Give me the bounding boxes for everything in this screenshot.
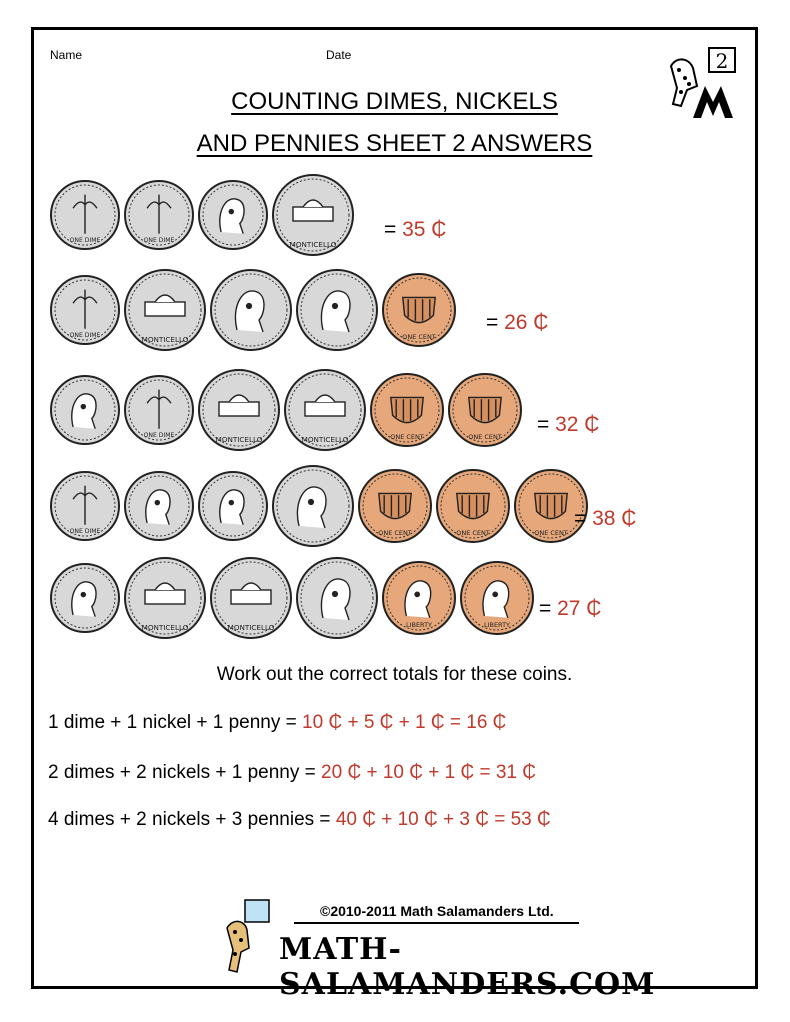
penny-coin-back xyxy=(447,372,523,448)
instruction-text: Work out the correct totals for these coins. xyxy=(216,664,573,685)
coin-row-4 xyxy=(49,466,591,546)
copyright-text: ©2010-2011 Math Salamanders Ltd. xyxy=(320,903,554,919)
nickel-coin-front xyxy=(295,268,379,352)
svg-text:ONE DIME: ONE DIME xyxy=(143,237,175,245)
answer-value: 32 ₵ xyxy=(555,413,600,436)
dime-coin-front xyxy=(123,470,195,542)
answer-row-5 xyxy=(539,597,601,621)
footer-salamander-icon xyxy=(219,898,279,978)
svg-text:ONE DIME: ONE DIME xyxy=(69,237,101,245)
equals-sign: = xyxy=(539,597,558,620)
coin-row-3 xyxy=(49,370,525,450)
problem-question: 2 dimes + 2 nickels + 1 penny = xyxy=(48,762,322,783)
svg-text:ONE CENT: ONE CENT xyxy=(390,432,424,441)
nickel-coin-back xyxy=(283,368,367,452)
date-label: Date xyxy=(326,48,352,62)
problem-1 xyxy=(48,712,506,734)
dime-coin-back xyxy=(123,374,195,446)
penny-coin-back xyxy=(357,468,433,544)
footer-divider xyxy=(294,922,579,924)
svg-text:ONE CENT: ONE CENT xyxy=(456,528,490,537)
site-name: MATH-SALAMANDERS.COM xyxy=(279,932,656,1002)
svg-text:ONE DIME: ONE DIME xyxy=(69,528,101,536)
penny-coin-back xyxy=(513,468,589,544)
svg-text:ONE CENT: ONE CENT xyxy=(534,528,568,537)
penny-coin-front xyxy=(381,560,457,636)
svg-text:LIBERTY: LIBERTY xyxy=(484,620,510,629)
nickel-coin-back xyxy=(123,556,207,640)
answer-row-1 xyxy=(384,218,446,242)
dime-coin-back xyxy=(123,179,195,251)
coin-row-5 xyxy=(49,558,537,638)
answer-row-3 xyxy=(537,413,599,437)
coin-row-2 xyxy=(49,270,459,350)
nickel-coin-back xyxy=(271,173,355,257)
problem-3 xyxy=(48,809,551,831)
equals-sign: = xyxy=(537,413,556,436)
answer-row-4 xyxy=(574,507,636,531)
penny-coin-front xyxy=(459,560,535,636)
svg-text:ONE CENT: ONE CENT xyxy=(468,432,502,441)
nickel-coin-front xyxy=(295,556,379,640)
svg-text:ONE DIME: ONE DIME xyxy=(69,332,101,340)
svg-text:ONE DIME: ONE DIME xyxy=(143,432,175,440)
nickel-coin-back xyxy=(197,368,281,452)
svg-text:ONE CENT: ONE CENT xyxy=(402,332,436,341)
problem-answer: 10 ₵ + 5 ₵ + 1 ₵ = 16 ₵ xyxy=(302,712,507,733)
penny-coin-back xyxy=(369,372,445,448)
dime-coin-front xyxy=(49,562,121,634)
svg-text:MONTICELLO: MONTICELLO xyxy=(289,240,337,249)
nickel-coin-back xyxy=(209,556,293,640)
svg-text:MONTICELLO: MONTICELLO xyxy=(141,335,189,344)
answer-value: 38 ₵ xyxy=(592,507,637,530)
name-label: Name xyxy=(50,48,83,62)
grade-badge-text: 2 xyxy=(715,49,729,73)
svg-text:ONE CENT: ONE CENT xyxy=(378,528,412,537)
dime-coin-front xyxy=(197,470,269,542)
nickel-coin-front xyxy=(271,464,355,548)
svg-text:MONTICELLO: MONTICELLO xyxy=(227,623,275,632)
problem-2 xyxy=(48,762,536,784)
answer-value: 35 ₵ xyxy=(402,218,447,241)
page-title-line2: AND PENNIES SHEET 2 ANSWERS xyxy=(196,130,593,157)
nickel-coin-front xyxy=(209,268,293,352)
problem-answer: 20 ₵ + 10 ₵ + 1 ₵ = 31 ₵ xyxy=(321,762,536,783)
answer-value: 27 ₵ xyxy=(557,597,602,620)
equals-sign: = xyxy=(384,218,403,241)
problem-question: 4 dimes + 2 nickels + 3 pennies = xyxy=(48,809,336,830)
svg-text:MONTICELLO: MONTICELLO xyxy=(141,623,189,632)
page-title-line1: COUNTING DIMES, NICKELS xyxy=(231,88,558,115)
answer-value: 26 ₵ xyxy=(504,311,549,334)
svg-text:LIBERTY: LIBERTY xyxy=(406,620,432,629)
problem-question: 1 dime + 1 nickel + 1 penny = xyxy=(48,712,303,733)
penny-coin-back xyxy=(381,272,457,348)
dime-coin-front xyxy=(49,374,121,446)
svg-text:MONTICELLO: MONTICELLO xyxy=(215,435,263,444)
answer-row-2 xyxy=(486,311,548,335)
worksheet xyxy=(31,27,758,1002)
dime-coin-back xyxy=(49,470,121,542)
equals-sign: = xyxy=(574,507,593,530)
problem-answer: 40 ₵ + 10 ₵ + 3 ₵ = 53 ₵ xyxy=(335,809,551,830)
dime-coin-back xyxy=(49,179,121,251)
nickel-coin-back xyxy=(123,268,207,352)
dime-coin-back xyxy=(49,274,121,346)
coin-row-1 xyxy=(49,175,357,255)
svg-text:MONTICELLO: MONTICELLO xyxy=(301,435,349,444)
penny-coin-back xyxy=(435,468,511,544)
dime-coin-front xyxy=(197,179,269,251)
equals-sign: = xyxy=(486,311,505,334)
